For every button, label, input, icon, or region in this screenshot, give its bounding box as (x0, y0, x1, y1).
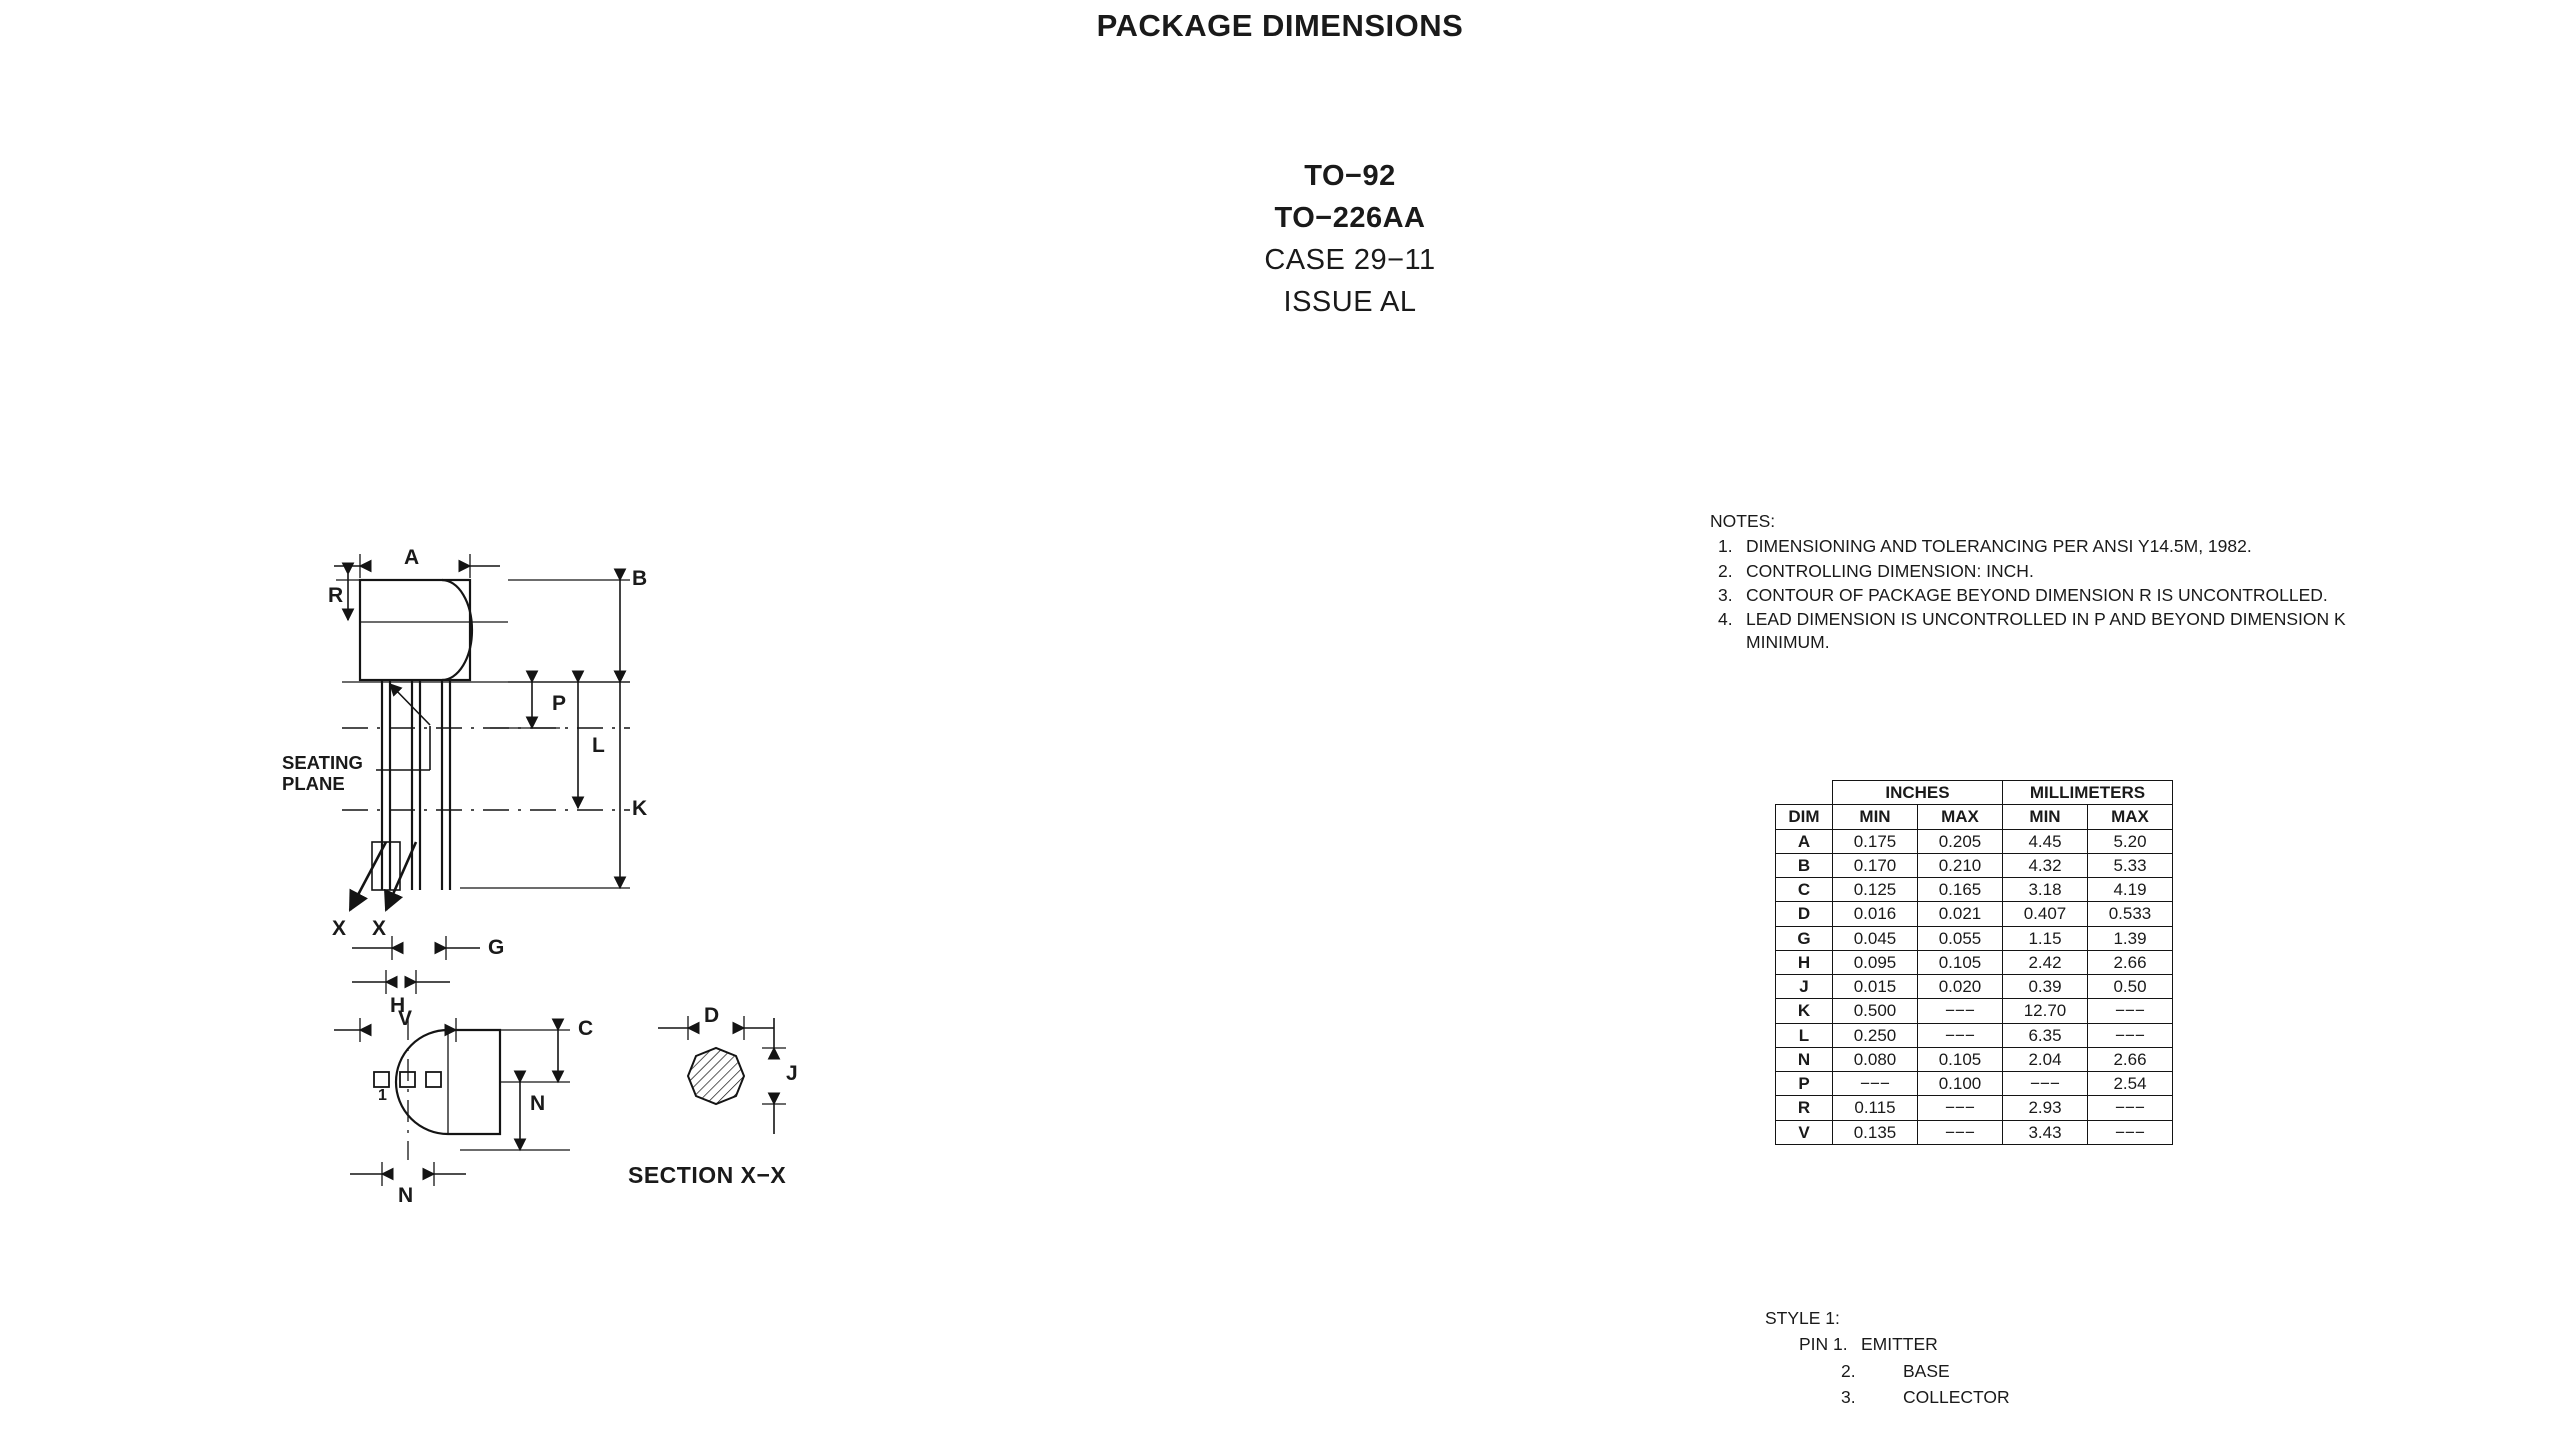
table-row (1776, 878, 2173, 902)
cell-in-min: 0.115 (1833, 1096, 1918, 1120)
pin-one-indicator: 1 (378, 1087, 387, 1104)
dimension-label-b: B (632, 567, 648, 590)
cell-mm-max: 5.20 (2088, 829, 2173, 853)
cell-in-min: 0.016 (1833, 902, 1918, 926)
package-name-primary: TO−92 (1304, 160, 1396, 192)
seating-plane-label-line1: SEATING (282, 752, 363, 773)
dimension-label-h: H (390, 994, 406, 1017)
cell-mm-min: 0.39 (2003, 975, 2088, 999)
table-row (1776, 1047, 2173, 1071)
cell-in-max: 0.165 (1918, 878, 2003, 902)
dimension-label-c: C (578, 1017, 594, 1040)
section-marker-x-left: X (332, 917, 347, 940)
dimension-label-p: P (552, 692, 567, 715)
cell-in-min: 0.080 (1833, 1047, 1918, 1071)
pin-label-1: PIN 1. (1799, 1334, 1848, 1355)
cell-mm-max: −−− (2088, 1096, 2173, 1120)
package-issue: ISSUE AL (1283, 286, 1417, 319)
dimension-table (1775, 780, 2173, 1145)
cell-in-max: −−− (1918, 1096, 2003, 1120)
pin-row-2 (1765, 1358, 2010, 1384)
package-identification-block (1020, 155, 1680, 323)
cell-mm-min: 6.35 (2003, 1023, 2088, 1047)
cell-mm-min: 3.43 (2003, 1120, 2088, 1144)
cell-mm-max: −−− (2088, 999, 2173, 1023)
cell-dim: N (1776, 1047, 1833, 1071)
cell-mm-max: 2.66 (2088, 1047, 2173, 1071)
cell-mm-min: 2.93 (2003, 1096, 2088, 1120)
dimension-label-k: K (632, 797, 648, 820)
style-section (1765, 1305, 2010, 1410)
cell-in-min: 0.015 (1833, 975, 1918, 999)
table-row (1776, 1023, 2173, 1047)
col-header-dim: DIM (1776, 805, 1833, 829)
cell-dim: V (1776, 1120, 1833, 1144)
cell-dim: J (1776, 975, 1833, 999)
cell-in-max: 0.105 (1918, 1047, 2003, 1071)
cell-mm-max: −−− (2088, 1023, 2173, 1047)
package-drawing-svg (330, 470, 1430, 1370)
cell-dim: D (1776, 902, 1833, 926)
notes-section (1710, 510, 2350, 656)
notes-heading: NOTES: (1710, 511, 1776, 531)
table-group-header-row (1776, 781, 2173, 805)
package-drawing (282, 470, 1430, 1370)
section-marker-x-right: X (372, 917, 387, 940)
cell-mm-max: −−− (2088, 1120, 2173, 1144)
cell-in-max: −−− (1918, 1120, 2003, 1144)
cell-mm-max: 0.50 (2088, 975, 2173, 999)
cell-in-min: 0.170 (1833, 853, 1918, 877)
cell-dim: B (1776, 853, 1833, 877)
section-view-label: SECTION X−X (628, 1162, 787, 1188)
col-header-mm-max: MAX (2088, 805, 2173, 829)
seating-plane-label (282, 752, 363, 795)
cell-dim: A (1776, 829, 1833, 853)
pin-name-2: BASE (1903, 1360, 1950, 1381)
note-item (1710, 560, 2350, 583)
dimension-label-l: L (592, 734, 605, 757)
table-row (1776, 999, 2173, 1023)
cell-dim: H (1776, 950, 1833, 974)
cell-mm-min: −−− (2003, 1072, 2088, 1096)
cell-in-min: 0.125 (1833, 878, 1918, 902)
table-row (1776, 1096, 2173, 1120)
pin-row-1 (1765, 1331, 2010, 1357)
dimension-label-n-vertical: N (530, 1092, 546, 1115)
note-text: CONTOUR OF PACKAGE BEYOND DIMENSION R IS UNCONTROLLED. (1746, 584, 2328, 605)
cell-mm-max: 0.533 (2088, 902, 2173, 926)
cell-dim: K (1776, 999, 1833, 1023)
dimension-label-d: D (704, 1004, 720, 1027)
seating-plane-label-line2: PLANE (282, 773, 345, 795)
col-header-inches-min: MIN (1833, 805, 1918, 829)
cell-in-min: −−− (1833, 1072, 1918, 1096)
cell-dim: R (1776, 1096, 1833, 1120)
cell-in-max: −−− (1918, 999, 2003, 1023)
cell-mm-min: 1.15 (2003, 926, 2088, 950)
dimension-label-a: A (404, 546, 420, 569)
cell-mm-max: 4.19 (2088, 878, 2173, 902)
cell-in-max: 0.100 (1918, 1072, 2003, 1096)
table-row (1776, 926, 2173, 950)
cell-mm-min: 0.407 (2003, 902, 2088, 926)
cell-in-min: 0.095 (1833, 950, 1918, 974)
dimension-label-g: G (488, 936, 505, 959)
cell-in-min: 0.175 (1833, 829, 1918, 853)
table-row (1776, 950, 2173, 974)
table-row (1776, 829, 2173, 853)
cell-in-max: 0.205 (1918, 829, 2003, 853)
cell-dim: L (1776, 1023, 1833, 1047)
note-text: LEAD DIMENSION IS UNCONTROLLED IN P AND BEYOND DIMENSION K MINIMUM. (1746, 609, 2346, 653)
style-heading: STYLE 1: (1765, 1308, 1840, 1328)
cell-mm-max: 2.66 (2088, 950, 2173, 974)
cell-mm-min: 12.70 (2003, 999, 2088, 1023)
table-header-row (1776, 805, 2173, 829)
pin-row-3 (1765, 1384, 2010, 1410)
cell-dim: G (1776, 926, 1833, 950)
cell-in-max: 0.055 (1918, 926, 2003, 950)
cell-mm-min: 4.32 (2003, 853, 2088, 877)
cell-mm-max: 1.39 (2088, 926, 2173, 950)
cell-mm-min: 3.18 (2003, 878, 2088, 902)
cell-in-max: 0.020 (1918, 975, 2003, 999)
pin-label-2: 2. (1841, 1360, 1856, 1381)
pin-label-3: 3. (1841, 1386, 1856, 1407)
cell-in-min: 0.250 (1833, 1023, 1918, 1047)
cell-mm-max: 5.33 (2088, 853, 2173, 877)
pin-name-3: COLLECTOR (1903, 1386, 2010, 1407)
page-title: PACKAGE DIMENSIONS (1096, 8, 1464, 43)
package-case-number: CASE 29−11 (1264, 244, 1436, 277)
dimension-label-r: R (328, 584, 344, 607)
cell-mm-min: 4.45 (2003, 829, 2088, 853)
table-row (1776, 853, 2173, 877)
col-header-mm-min: MIN (2003, 805, 2088, 829)
dimension-label-n-horizontal: N (398, 1184, 414, 1207)
cell-mm-max: 2.54 (2088, 1072, 2173, 1096)
note-item (1710, 535, 2350, 558)
cell-in-min: 0.135 (1833, 1120, 1918, 1144)
cell-in-min: 0.045 (1833, 926, 1918, 950)
table-row (1776, 1120, 2173, 1144)
note-number: 2. (1718, 560, 1733, 581)
cell-dim: C (1776, 878, 1833, 902)
group-header-millimeters: MILLIMETERS (2003, 781, 2173, 805)
pin-name-1: EMITTER (1861, 1334, 1938, 1355)
note-text: CONTROLLING DIMENSION: INCH. (1746, 560, 2034, 581)
col-header-inches-max: MAX (1918, 805, 2003, 829)
note-number: 3. (1718, 584, 1733, 605)
package-name-secondary: TO−226AA (1274, 202, 1426, 235)
cell-in-min: 0.500 (1833, 999, 1918, 1023)
cell-in-max: 0.021 (1918, 902, 2003, 926)
table-row (1776, 975, 2173, 999)
cell-dim: P (1776, 1072, 1833, 1096)
table-row (1776, 1072, 2173, 1096)
note-item (1710, 584, 2350, 607)
cell-in-max: 0.210 (1918, 853, 2003, 877)
table-corner-blank (1776, 781, 1833, 805)
cell-in-max: −−− (1918, 1023, 2003, 1047)
table-row (1776, 902, 2173, 926)
cell-mm-min: 2.04 (2003, 1047, 2088, 1071)
notes-list (1710, 535, 2350, 654)
note-text: DIMENSIONING AND TOLERANCING PER ANSI Y14.5M, 1982. (1746, 536, 2252, 557)
dimension-table-container (1775, 780, 2173, 1145)
group-header-inches: INCHES (1833, 781, 2003, 805)
note-number: 4. (1718, 609, 1733, 630)
dimension-label-v: V (398, 1007, 413, 1030)
note-item (1710, 608, 2350, 655)
cell-in-max: 0.105 (1918, 950, 2003, 974)
dimension-label-j: J (786, 1062, 798, 1085)
note-number: 1. (1718, 536, 1733, 557)
cell-mm-min: 2.42 (2003, 950, 2088, 974)
